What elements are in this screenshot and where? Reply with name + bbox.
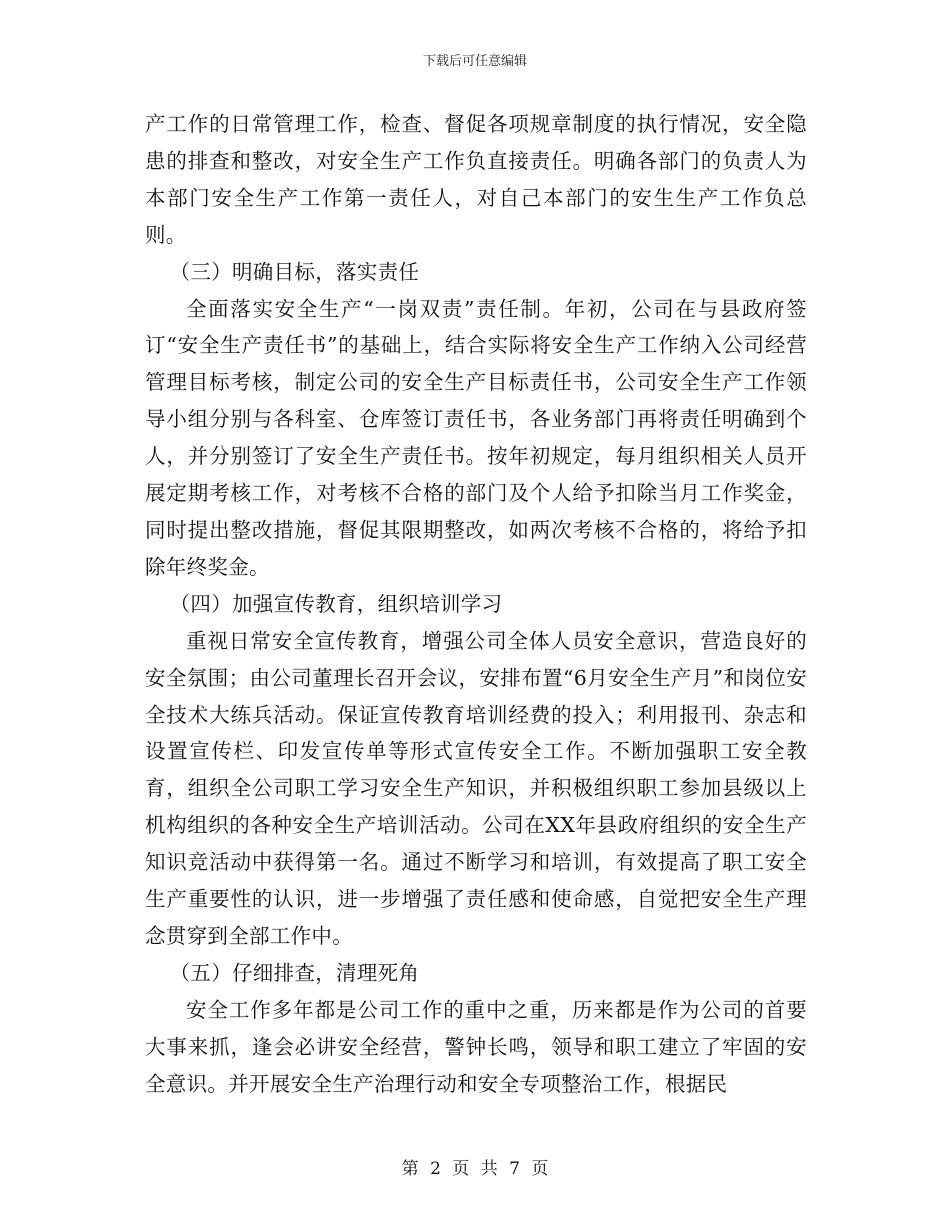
page-number-footer: 第 2 页 共 7 页	[401, 1159, 549, 1179]
body-paragraph-1: 产工作的日常管理工作，检查、督促各项规章制度的执行情况，安全隐患的排查和整改，对安全生产工作负直接责任。明确各部门的负责人为本部门安全生产工作第一责任人，对自己本部门的安生生产工作负总则。	[145, 112, 807, 247]
body-paragraph-4: 安全工作多年都是公司工作的重中之重，历来都是作为公司的首要大事来抓，逢会必讲安全经营，警钟长鸣，领导和职工建立了牢固的安全意识。并开展安全生产治理行动和安全专项整治工作，根据民	[145, 997, 807, 1096]
body-paragraph-3: 重视日常安全宣传教育，增强公司全体人员安全意识，营造良好的安全氛围；由公司董理长召开会议，安排布置“6月安全生产月”和岗位安全技术大练兵活动。保证宣传教育培训经费的投入；利用报刊、杂志和设置宣传栏、印发宣传单等形式宣传安全工作。不断加强职工安全教育，组织全公司职工学习安全生产知识，并积极组织职工参加县级以上机构组织的各种安全生产培训活动。公司在XX年县政府组织的安全生产知识竞活动中获得第一名。通过不断学习和培训，有效提高了职工安全生产重要性的认识，进一步增强了责任感和使命感，自觉把安全生产理念贯穿到全部工作中。	[145, 628, 807, 948]
document-body	[145, 106, 807, 1102]
section-heading-5: （五）仔细排查，清理死角	[169, 960, 420, 985]
section-heading-3: （三）明确目标，落实责任	[169, 259, 420, 284]
section-heading-4: （四）加强宣传教育，组织培训学习	[169, 591, 503, 616]
page-header-note: 下载后可任意编辑	[422, 54, 527, 69]
body-paragraph-2: 全面落实安全生产“一岗双责”责任制。年初，公司在与县政府签订“安全生产责任书”的基础上，结合实际将安全生产工作纳入公司经营管理目标考核，制定公司的安全生产目标责任书，公司安全生产工作领导小组分别与各科室、仓库签订责任书，各业务部门再将责任明确到个人，并分别签订了安全生产责任书。按年初规定，每月组织相关人员开展定期考核工作，对考核不合格的部门及个人给予扣除当月工作奖金，同时提出整改措施，督促其限期整改，如两次考核不合格的，将给予扣除年终奖金。	[145, 296, 807, 579]
